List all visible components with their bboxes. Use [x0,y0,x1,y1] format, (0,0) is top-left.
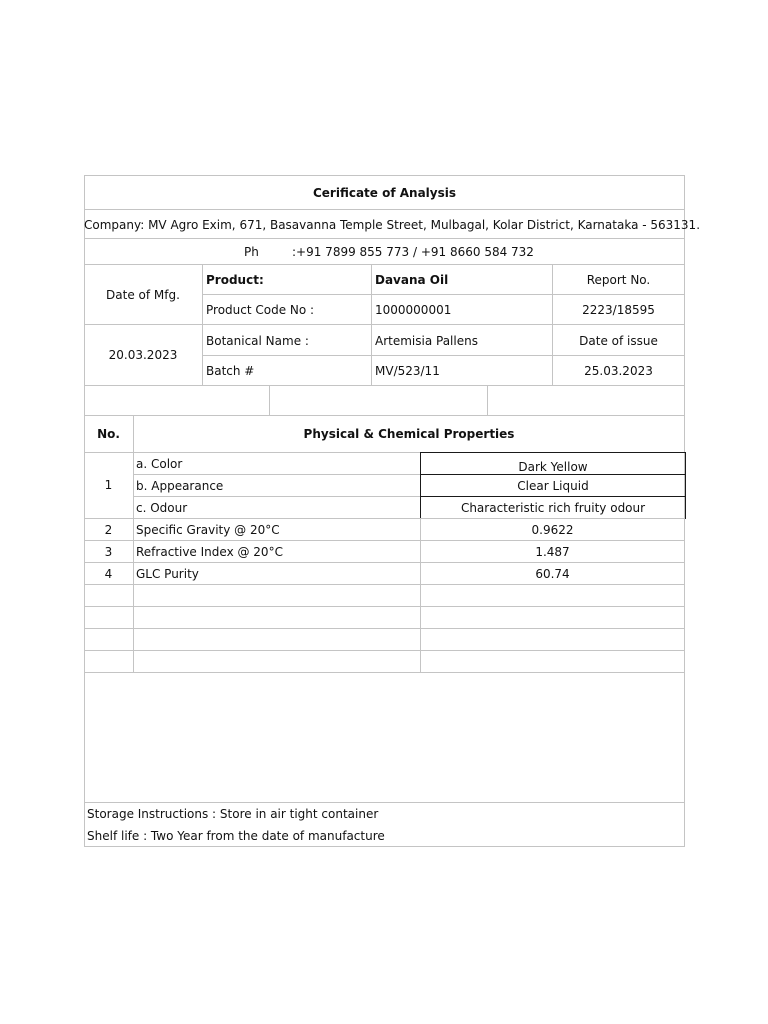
certificate-sheet [84,175,701,847]
divider [487,385,488,415]
divider [84,209,685,210]
date-of-mfg-value: 20.03.2023 [108,348,178,362]
divider [84,518,685,519]
divider [84,672,685,673]
report-no-label: Report No. [586,273,651,287]
storage-instructions: Storage Instructions : Store in air tight container [87,807,379,821]
property-label: c. Odour [136,501,188,515]
divider [84,238,685,239]
divider [133,474,421,475]
product-code-value: 1000000001 [375,303,452,317]
divider [84,606,685,607]
property-value: Characteristic rich fruity odour [460,501,646,515]
row-number: 1 [104,478,113,492]
company-line: Company: MV Agro Exim, 671, Basavanna Temple Street, Mulbagal, Kolar District, Karnataka - 563131. [84,218,701,232]
property-label: Refractive Index @ 20°C [136,545,283,559]
divider [84,562,685,563]
product-value: Davana Oil [375,273,449,287]
divider [133,496,421,497]
no-column-header: No. [97,427,120,441]
divider [84,324,685,325]
property-value: 60.74 [535,567,570,581]
divider [84,415,685,416]
property-label: Specific Gravity @ 20°C [136,523,280,537]
divider [84,264,685,265]
batch-label: Batch # [206,364,255,378]
divider [202,294,685,295]
divider [269,385,270,415]
divider [84,385,685,386]
report-no-value: 2223/18595 [582,303,655,317]
properties-column-header: Physical & Chemical Properties [303,427,515,441]
batch-value: MV/523/11 [375,364,440,378]
date-of-issue-label: Date of issue [579,334,658,348]
divider [84,650,685,651]
property-value: Clear Liquid [517,479,589,493]
row-number: 4 [104,567,113,581]
divider [133,415,134,672]
divider [84,628,685,629]
divider [84,802,685,803]
divider [84,540,685,541]
property-label: b. Appearance [136,479,224,493]
phone-number: :+91 7899 855 773 / +91 8660 584 732 [292,245,534,259]
divider [202,355,685,356]
property-value: 1.487 [535,545,570,559]
property-value: 0.9622 [531,523,574,537]
property-label: GLC Purity [136,567,199,581]
property-label: a. Color [136,457,183,471]
product-code-label: Product Code No : [206,303,315,317]
date-of-mfg-label: Date of Mfg. [106,288,180,302]
product-label: Product: [206,273,264,287]
row-number: 3 [104,545,113,559]
divider [420,518,421,672]
shelf-life: Shelf life : Two Year from the date of manufacture [87,829,385,843]
divider [84,584,685,585]
row-number: 2 [104,523,113,537]
botanical-name-value: Artemisia Pallens [375,334,478,348]
date-of-issue-value: 25.03.2023 [584,364,653,378]
certificate-title: Cerificate of Analysis [312,186,457,200]
property-value: Dark Yellow [518,460,588,474]
phone-label: Ph [244,245,259,259]
botanical-name-label: Botanical Name : [206,334,309,348]
